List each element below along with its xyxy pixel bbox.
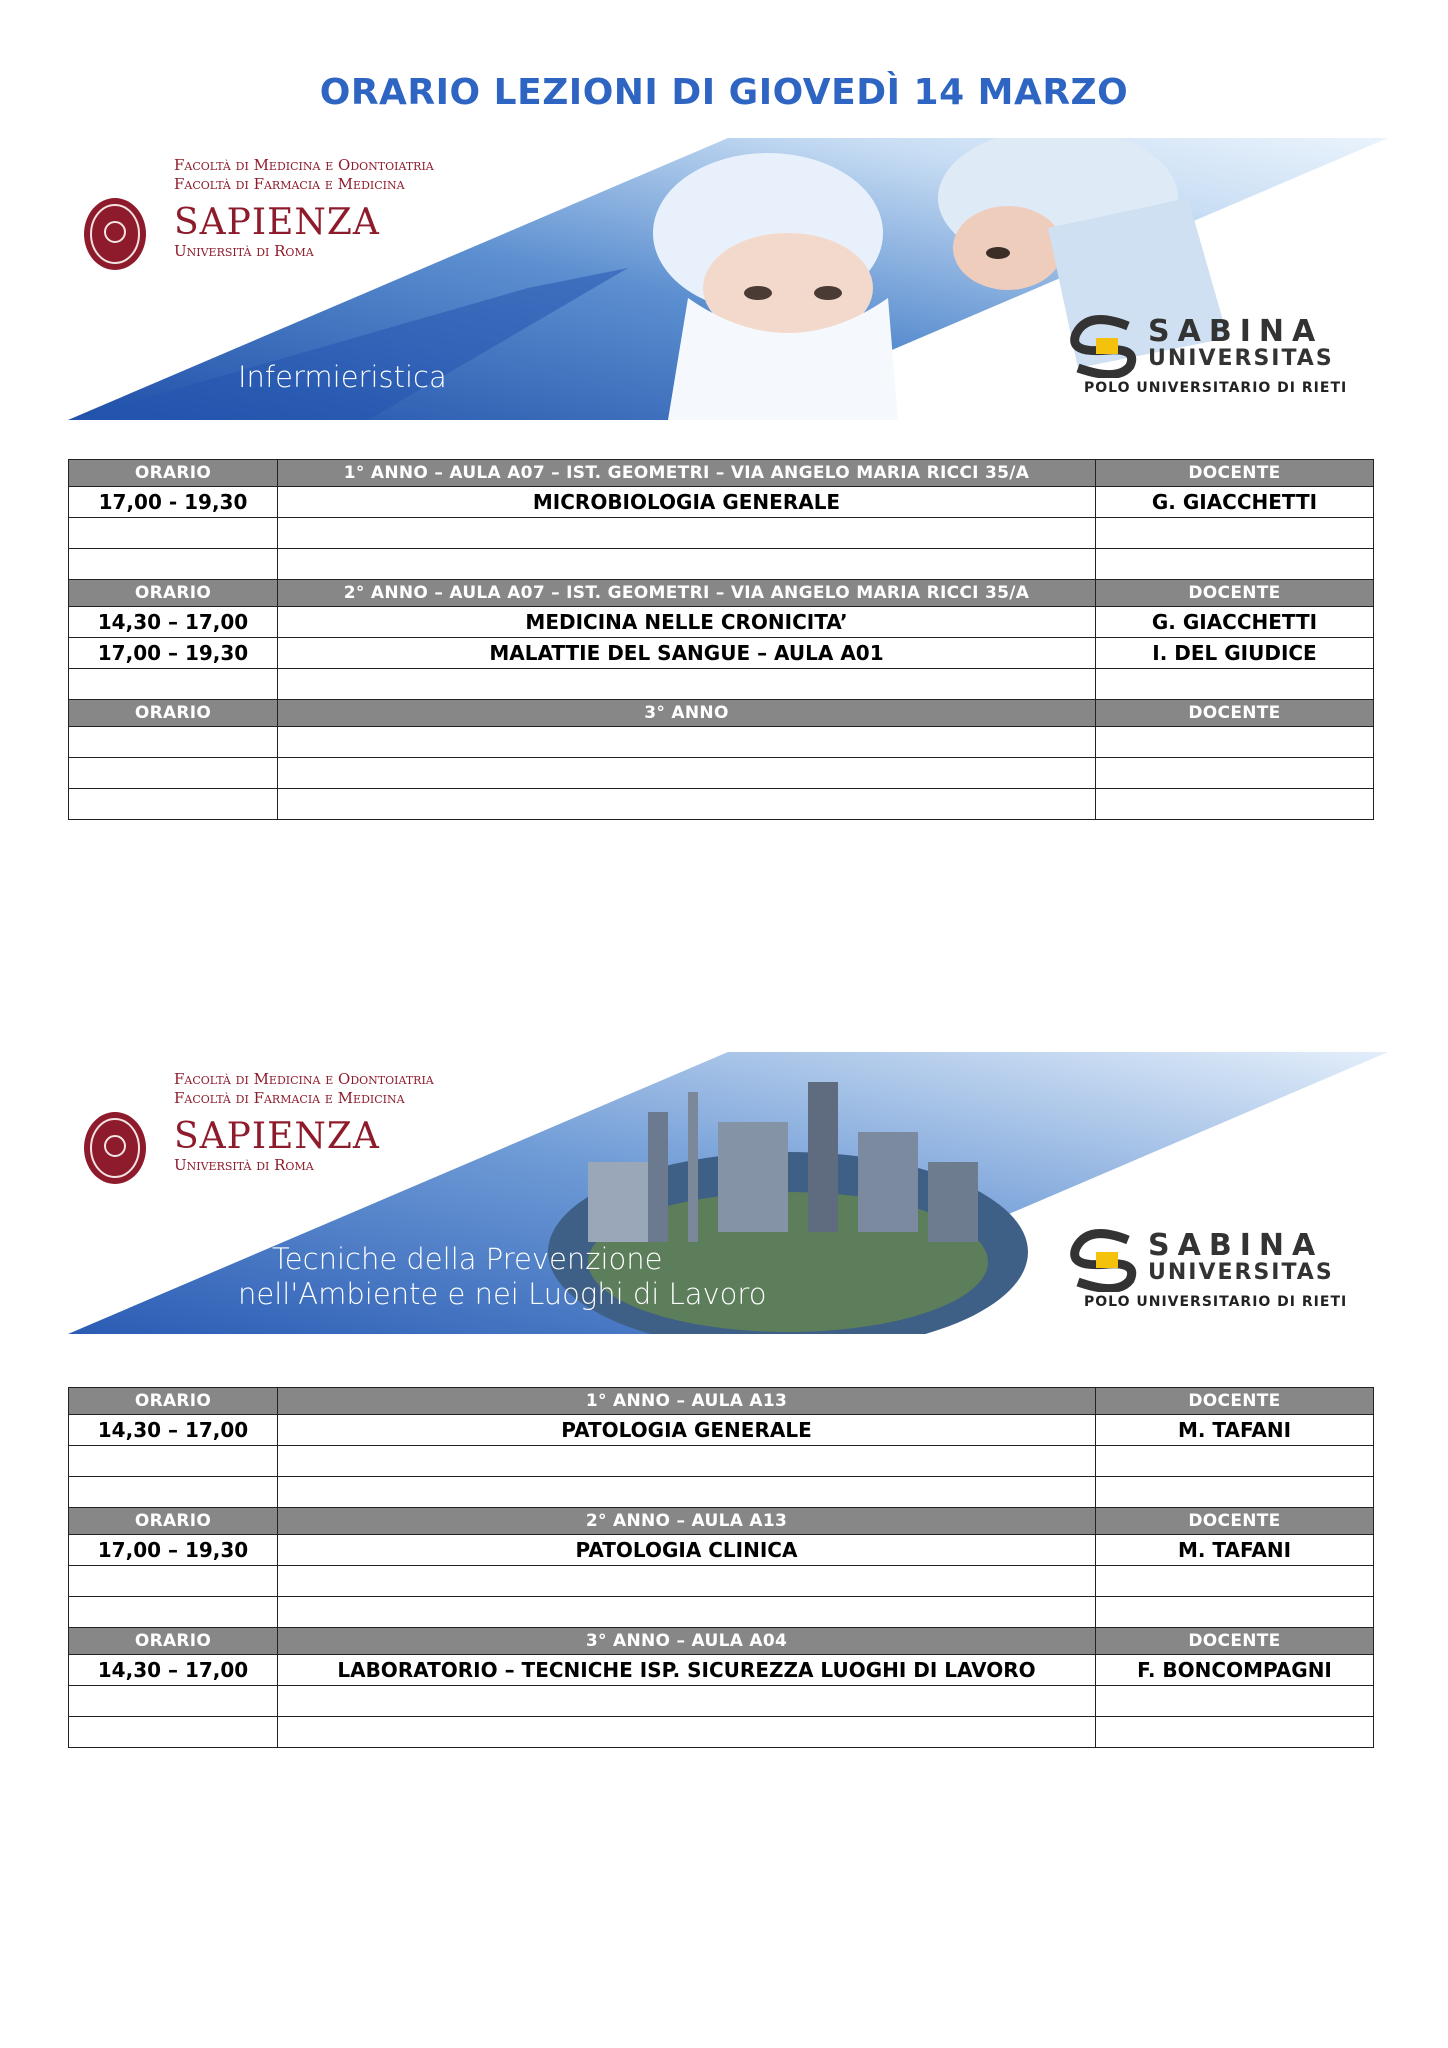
header-cell: 3° ANNO xyxy=(278,700,1096,727)
course-cell xyxy=(278,727,1096,758)
course-cell xyxy=(278,789,1096,820)
course-cell xyxy=(278,549,1096,580)
course-cell xyxy=(278,1566,1096,1597)
time-cell xyxy=(69,549,278,580)
university-name: SAPIENZA xyxy=(174,202,380,243)
header-cell: 1° ANNO – AULA A07 – IST. GEOMETRI – VIA ANGELO MARIA RICCI 35/A xyxy=(278,460,1096,487)
table-row xyxy=(69,1686,1374,1717)
schedule-table-infermieristica xyxy=(68,459,1374,820)
table-row xyxy=(69,518,1374,549)
time-cell: 14,30 – 17,00 xyxy=(69,1655,278,1686)
time-cell xyxy=(69,1686,278,1717)
table-row xyxy=(69,549,1374,580)
teacher-cell: I. DEL GIUDICE xyxy=(1096,638,1374,669)
partner-subtitle: POLO UNIVERSITARIO DI RIETI xyxy=(1084,380,1348,396)
table-header-row xyxy=(69,460,1374,487)
table-row xyxy=(69,669,1374,700)
course-cell: MEDICINA NELLE CRONICITA’ xyxy=(278,607,1096,638)
course-name-line-1: Tecniche della Prevenzione xyxy=(272,1242,663,1276)
header-cell: ORARIO xyxy=(69,1628,278,1655)
course-cell xyxy=(278,758,1096,789)
header-cell: ORARIO xyxy=(69,460,278,487)
table-header-row xyxy=(69,1628,1374,1655)
course-cell xyxy=(278,669,1096,700)
table-row xyxy=(69,638,1374,669)
time-cell xyxy=(69,1566,278,1597)
sabina-logo xyxy=(1068,314,1142,378)
header-cell: DOCENTE xyxy=(1096,1508,1374,1535)
faculty-line-1: Facoltà di Medicina e Odontoiatria xyxy=(174,1070,434,1088)
header-cell: DOCENTE xyxy=(1096,1628,1374,1655)
time-cell xyxy=(69,518,278,549)
course-cell: MALATTIE DEL SANGUE – AULA A01 xyxy=(278,638,1096,669)
header-cell: ORARIO xyxy=(69,1388,278,1415)
time-cell xyxy=(69,1597,278,1628)
table-header-row xyxy=(69,1388,1374,1415)
university-subtitle: Università di Roma xyxy=(174,242,314,260)
table-row xyxy=(69,1415,1374,1446)
course-cell xyxy=(278,1717,1096,1748)
faculty-line-2: Facoltà di Farmacia e Medicina xyxy=(174,1089,405,1107)
table-row xyxy=(69,487,1374,518)
teacher-cell: G. GIACCHETTI xyxy=(1096,487,1374,518)
time-cell: 17,00 – 19,30 xyxy=(69,638,278,669)
header-cell: ORARIO xyxy=(69,700,278,727)
time-cell: 17,00 - 19,30 xyxy=(69,487,278,518)
teacher-cell xyxy=(1096,669,1374,700)
course-name: Infermieristica xyxy=(238,360,447,394)
partner-name: SABINA xyxy=(1148,1228,1324,1263)
table-row xyxy=(69,789,1374,820)
table-row xyxy=(69,1477,1374,1508)
table-row xyxy=(69,1446,1374,1477)
course-cell xyxy=(278,1597,1096,1628)
table-header-row xyxy=(69,580,1374,607)
course-cell xyxy=(278,1446,1096,1477)
sabina-logo xyxy=(1068,1228,1142,1292)
faculty-line-2: Facoltà di Farmacia e Medicina xyxy=(174,175,405,193)
table-row xyxy=(69,1597,1374,1628)
header-cell: DOCENTE xyxy=(1096,700,1374,727)
course-cell xyxy=(278,1686,1096,1717)
teacher-cell xyxy=(1096,1686,1374,1717)
time-cell xyxy=(69,1717,278,1748)
table-row xyxy=(69,1655,1374,1686)
table-row xyxy=(69,1535,1374,1566)
table-row xyxy=(69,1717,1374,1748)
course-name-line-2: nell'Ambiente e nei Luoghi di Lavoro xyxy=(238,1277,767,1311)
time-cell xyxy=(69,789,278,820)
header-cell: 1° ANNO – AULA A13 xyxy=(278,1388,1096,1415)
table-header-row xyxy=(69,700,1374,727)
time-cell: 14,30 – 17,00 xyxy=(69,1415,278,1446)
time-cell: 14,30 – 17,00 xyxy=(69,607,278,638)
table-row xyxy=(69,758,1374,789)
course-cell: MICROBIOLOGIA GENERALE xyxy=(278,487,1096,518)
teacher-cell xyxy=(1096,727,1374,758)
teacher-cell xyxy=(1096,1566,1374,1597)
time-cell xyxy=(69,1446,278,1477)
time-cell xyxy=(69,1477,278,1508)
header-cell: ORARIO xyxy=(69,580,278,607)
schedule-table-tecniche-prevenzione xyxy=(68,1387,1374,1748)
page-title: ORARIO LEZIONI DI GIOVEDÌ 14 MARZO xyxy=(319,72,1129,113)
partner-subtitle: POLO UNIVERSITARIO DI RIETI xyxy=(1084,1294,1348,1310)
banner-tecniche-prevenzione xyxy=(68,1052,1388,1334)
faculty-line-1: Facoltà di Medicina e Odontoiatria xyxy=(174,156,434,174)
teacher-cell xyxy=(1096,1446,1374,1477)
teacher-cell: G. GIACCHETTI xyxy=(1096,607,1374,638)
teacher-cell xyxy=(1096,758,1374,789)
teacher-cell xyxy=(1096,1717,1374,1748)
table-row xyxy=(69,1566,1374,1597)
header-cell: 2° ANNO – AULA A13 xyxy=(278,1508,1096,1535)
sapienza-seal-logo xyxy=(82,1110,148,1186)
teacher-cell xyxy=(1096,789,1374,820)
university-name: SAPIENZA xyxy=(174,1116,380,1157)
teacher-cell: M. TAFANI xyxy=(1096,1415,1374,1446)
course-cell xyxy=(278,518,1096,549)
time-cell: 17,00 – 19,30 xyxy=(69,1535,278,1566)
sapienza-seal-logo xyxy=(82,196,148,272)
time-cell xyxy=(69,669,278,700)
banner-infermieristica xyxy=(68,138,1388,420)
table-row xyxy=(69,727,1374,758)
header-cell: DOCENTE xyxy=(1096,1388,1374,1415)
course-cell: PATOLOGIA CLINICA xyxy=(278,1535,1096,1566)
partner-name: SABINA xyxy=(1148,314,1324,349)
time-cell xyxy=(69,758,278,789)
header-cell: DOCENTE xyxy=(1096,460,1374,487)
header-cell: 2° ANNO – AULA A07 – IST. GEOMETRI – VIA ANGELO MARIA RICCI 35/A xyxy=(278,580,1096,607)
header-cell: 3° ANNO – AULA A04 xyxy=(278,1628,1096,1655)
course-cell: PATOLOGIA GENERALE xyxy=(278,1415,1096,1446)
teacher-cell xyxy=(1096,518,1374,549)
header-cell: DOCENTE xyxy=(1096,580,1374,607)
header-cell: ORARIO xyxy=(69,1508,278,1535)
table-header-row xyxy=(69,1508,1374,1535)
course-cell xyxy=(278,1477,1096,1508)
teacher-cell: F. BONCOMPAGNI xyxy=(1096,1655,1374,1686)
teacher-cell xyxy=(1096,549,1374,580)
teacher-cell xyxy=(1096,1477,1374,1508)
university-subtitle: Università di Roma xyxy=(174,1156,314,1174)
partner-name-2: UNIVERSITAS xyxy=(1148,1260,1334,1285)
teacher-cell: M. TAFANI xyxy=(1096,1535,1374,1566)
course-cell: LABORATORIO – TECNICHE ISP. SICUREZZA LUOGHI DI LAVORO xyxy=(278,1655,1096,1686)
teacher-cell xyxy=(1096,1597,1374,1628)
time-cell xyxy=(69,727,278,758)
partner-name-2: UNIVERSITAS xyxy=(1148,346,1334,371)
table-row xyxy=(69,607,1374,638)
